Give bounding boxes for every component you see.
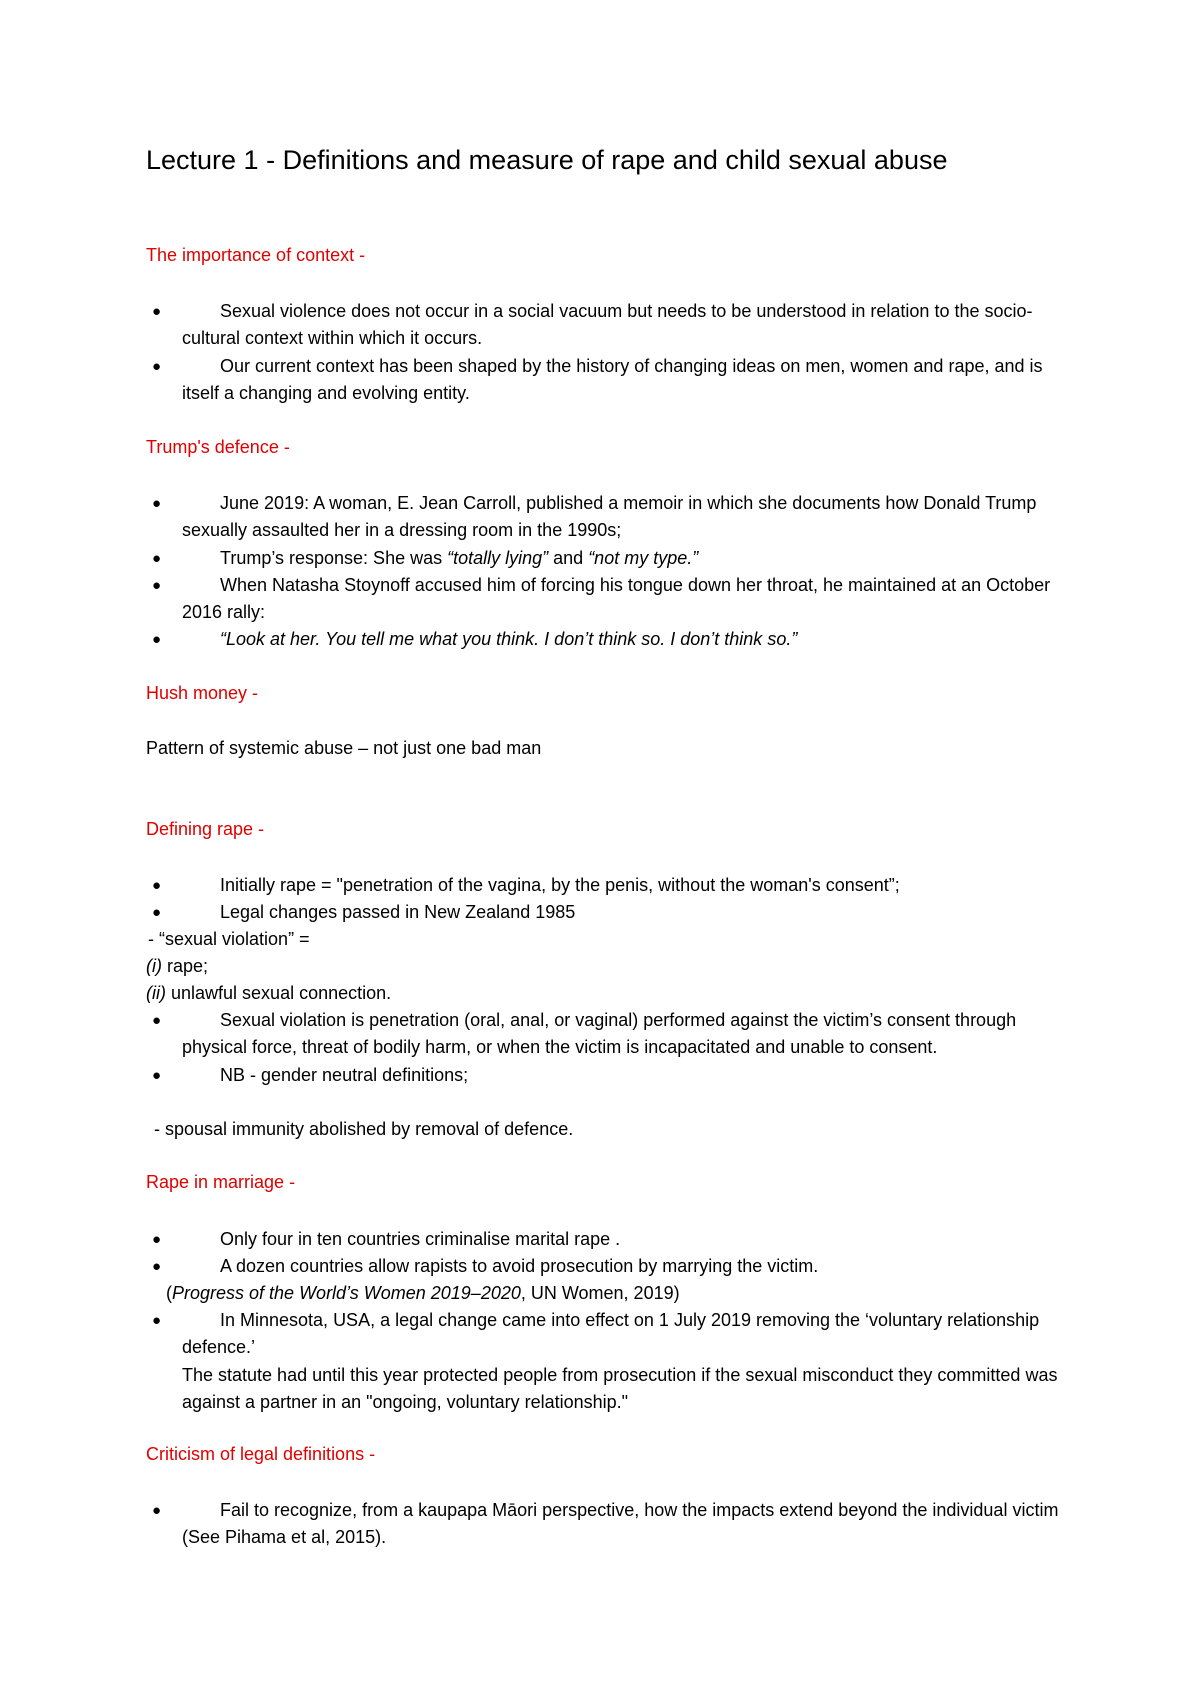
trump-bullet-2-text: Trump’s response: She was	[220, 547, 448, 568]
list-item	[0, 490, 1200, 545]
criticism-bullet-list	[0, 1497, 1200, 1552]
list-item	[0, 1307, 1200, 1416]
bullet-icon: ●	[152, 904, 162, 922]
defining-bullet-1: Initially rape = "penetration of the vagina, by the penis, without the woman's consent”;	[220, 875, 900, 895]
trump-bullet-1: June 2019: A woman, E. Jean Carroll, published a memoir in which she documents how Donald Trump sexually assaulted her in a dressing room in the 1990s;	[182, 493, 1037, 541]
list-item	[0, 545, 1200, 572]
list-item	[0, 298, 1200, 353]
marriage-bullet-3: In Minnesota, USA, a legal change came into effect on 1 July 2019 removing the ‘voluntary relationship defence.’	[182, 1310, 1040, 1358]
citation-title: Progress of the World’s Women 2019–2020	[172, 1283, 521, 1303]
bullet-icon: ●	[152, 1012, 162, 1029]
heading-criticism-of-legal-definitions: Criticism of legal definitions -	[146, 1444, 376, 1464]
hush-money-text: Pattern of systemic abuse – not just one bad man	[146, 738, 542, 758]
list-item	[0, 353, 1200, 408]
marriage-bullet-2: A dozen countries allow rapists to avoid prosecution by marrying the victim.	[220, 1256, 819, 1277]
defining-sub-unlawful-text: unlawful sexual connection.	[166, 983, 392, 1003]
marriage-bullet-1: Only four in ten countries criminalise marital rape .	[220, 1229, 621, 1249]
list-item	[0, 1007, 1200, 1062]
list-item	[0, 1253, 1200, 1280]
list-item	[0, 626, 1200, 653]
heading-hush-money: Hush money -	[146, 683, 259, 703]
list-item	[0, 1062, 1200, 1089]
citation-source: , UN Women, 2019)	[520, 1283, 680, 1303]
trump-bullet-3: When Natasha Stoynoff accused him of forcing his tongue down her throat, he maintained at an October 2016 rally:	[182, 574, 1051, 623]
list-item	[0, 1226, 1200, 1253]
defining-sub-rape	[146, 953, 208, 980]
heading-importance-of-context: The importance of context -	[146, 245, 366, 265]
marriage-bullet-3-continuation: The statute had until this year protected people from prosecution if the sexual misconduct they committed was against a partner in an "ongoing, voluntary relationship."	[182, 1364, 1058, 1412]
bullet-icon: ●	[152, 303, 162, 320]
citation-open-paren: (	[166, 1283, 172, 1303]
defining-sub-rape-text: rape;	[162, 956, 209, 976]
defining-bullet-4: NB - gender neutral definitions;	[220, 1064, 469, 1085]
trump-bullet-4-quote: “Look at her. You tell me what you think. I don’t think so. I don’t think so.”	[220, 629, 798, 650]
bullet-icon: ●	[152, 549, 162, 567]
defining-sub-sexual-violation: - “sexual violation” =	[148, 929, 310, 949]
defining-bullet-3: Sexual violation is penetration (oral, anal, or vaginal) performed against the victim’s consent through physical force, threat of bodily harm, or when the victim is incapacitated and unable to consent.	[182, 1010, 1017, 1058]
trump-quote-not-my-type: “not my type.”	[588, 547, 699, 568]
list-item	[0, 899, 1200, 926]
trump-bullet-list	[0, 490, 1200, 654]
bullet-icon: ●	[152, 1258, 162, 1276]
list-item	[0, 572, 1200, 627]
trump-bullet-2-and: and	[548, 547, 589, 568]
defining-sub-unlawful	[146, 980, 391, 1007]
defining-bullet-list-2	[0, 1007, 1200, 1089]
marriage-bullet-list-2	[0, 1307, 1200, 1416]
bullet-icon: ●	[152, 877, 162, 894]
defining-sub-spousal-immunity: - spousal immunity abolished by removal of defence.	[154, 1119, 574, 1139]
context-bullet-2: Our current context has been shaped by the history of changing ideas on men, women and rape, and is itself a changing and evolving entity.	[182, 355, 1043, 403]
bullet-icon: ●	[152, 1312, 162, 1329]
defining-bullet-list-1	[0, 872, 1200, 927]
heading-rape-in-marriage: Rape in marriage -	[146, 1172, 296, 1192]
bullet-icon: ●	[152, 357, 162, 375]
roman-numeral-i: (i)	[146, 956, 162, 976]
bullet-icon: ●	[152, 631, 162, 649]
marriage-citation	[166, 1280, 680, 1307]
bullet-icon: ●	[152, 1066, 162, 1084]
roman-numeral-ii: (ii)	[146, 983, 166, 1003]
list-item	[0, 1497, 1200, 1552]
bullet-icon: ●	[152, 495, 162, 512]
trump-quote-totally-lying: “totally lying”	[447, 547, 549, 568]
marriage-bullet-list-1	[0, 1226, 1200, 1281]
page-title: Lecture 1 - Definitions and measure of rape and child sexual abuse	[146, 145, 948, 175]
bullet-icon: ●	[152, 1231, 162, 1248]
bullet-icon: ●	[152, 1502, 162, 1519]
heading-defining-rape: Defining rape -	[146, 819, 265, 839]
list-item	[0, 872, 1200, 899]
bullet-icon: ●	[152, 576, 162, 594]
context-bullet-list	[0, 298, 1200, 407]
context-bullet-1: Sexual violence does not occur in a social vacuum but needs to be understood in relation to the socio-cultural context within which it occurs.	[182, 301, 1033, 349]
heading-trumps-defence: Trump's defence -	[146, 437, 290, 457]
defining-bullet-2: Legal changes passed in New Zealand 1985	[220, 902, 576, 923]
criticism-bullet-1: Fail to recognize, from a kaupapa Māori perspective, how the impacts extend beyond the individual victim (See Pihama et al, 2015).	[182, 1500, 1059, 1548]
